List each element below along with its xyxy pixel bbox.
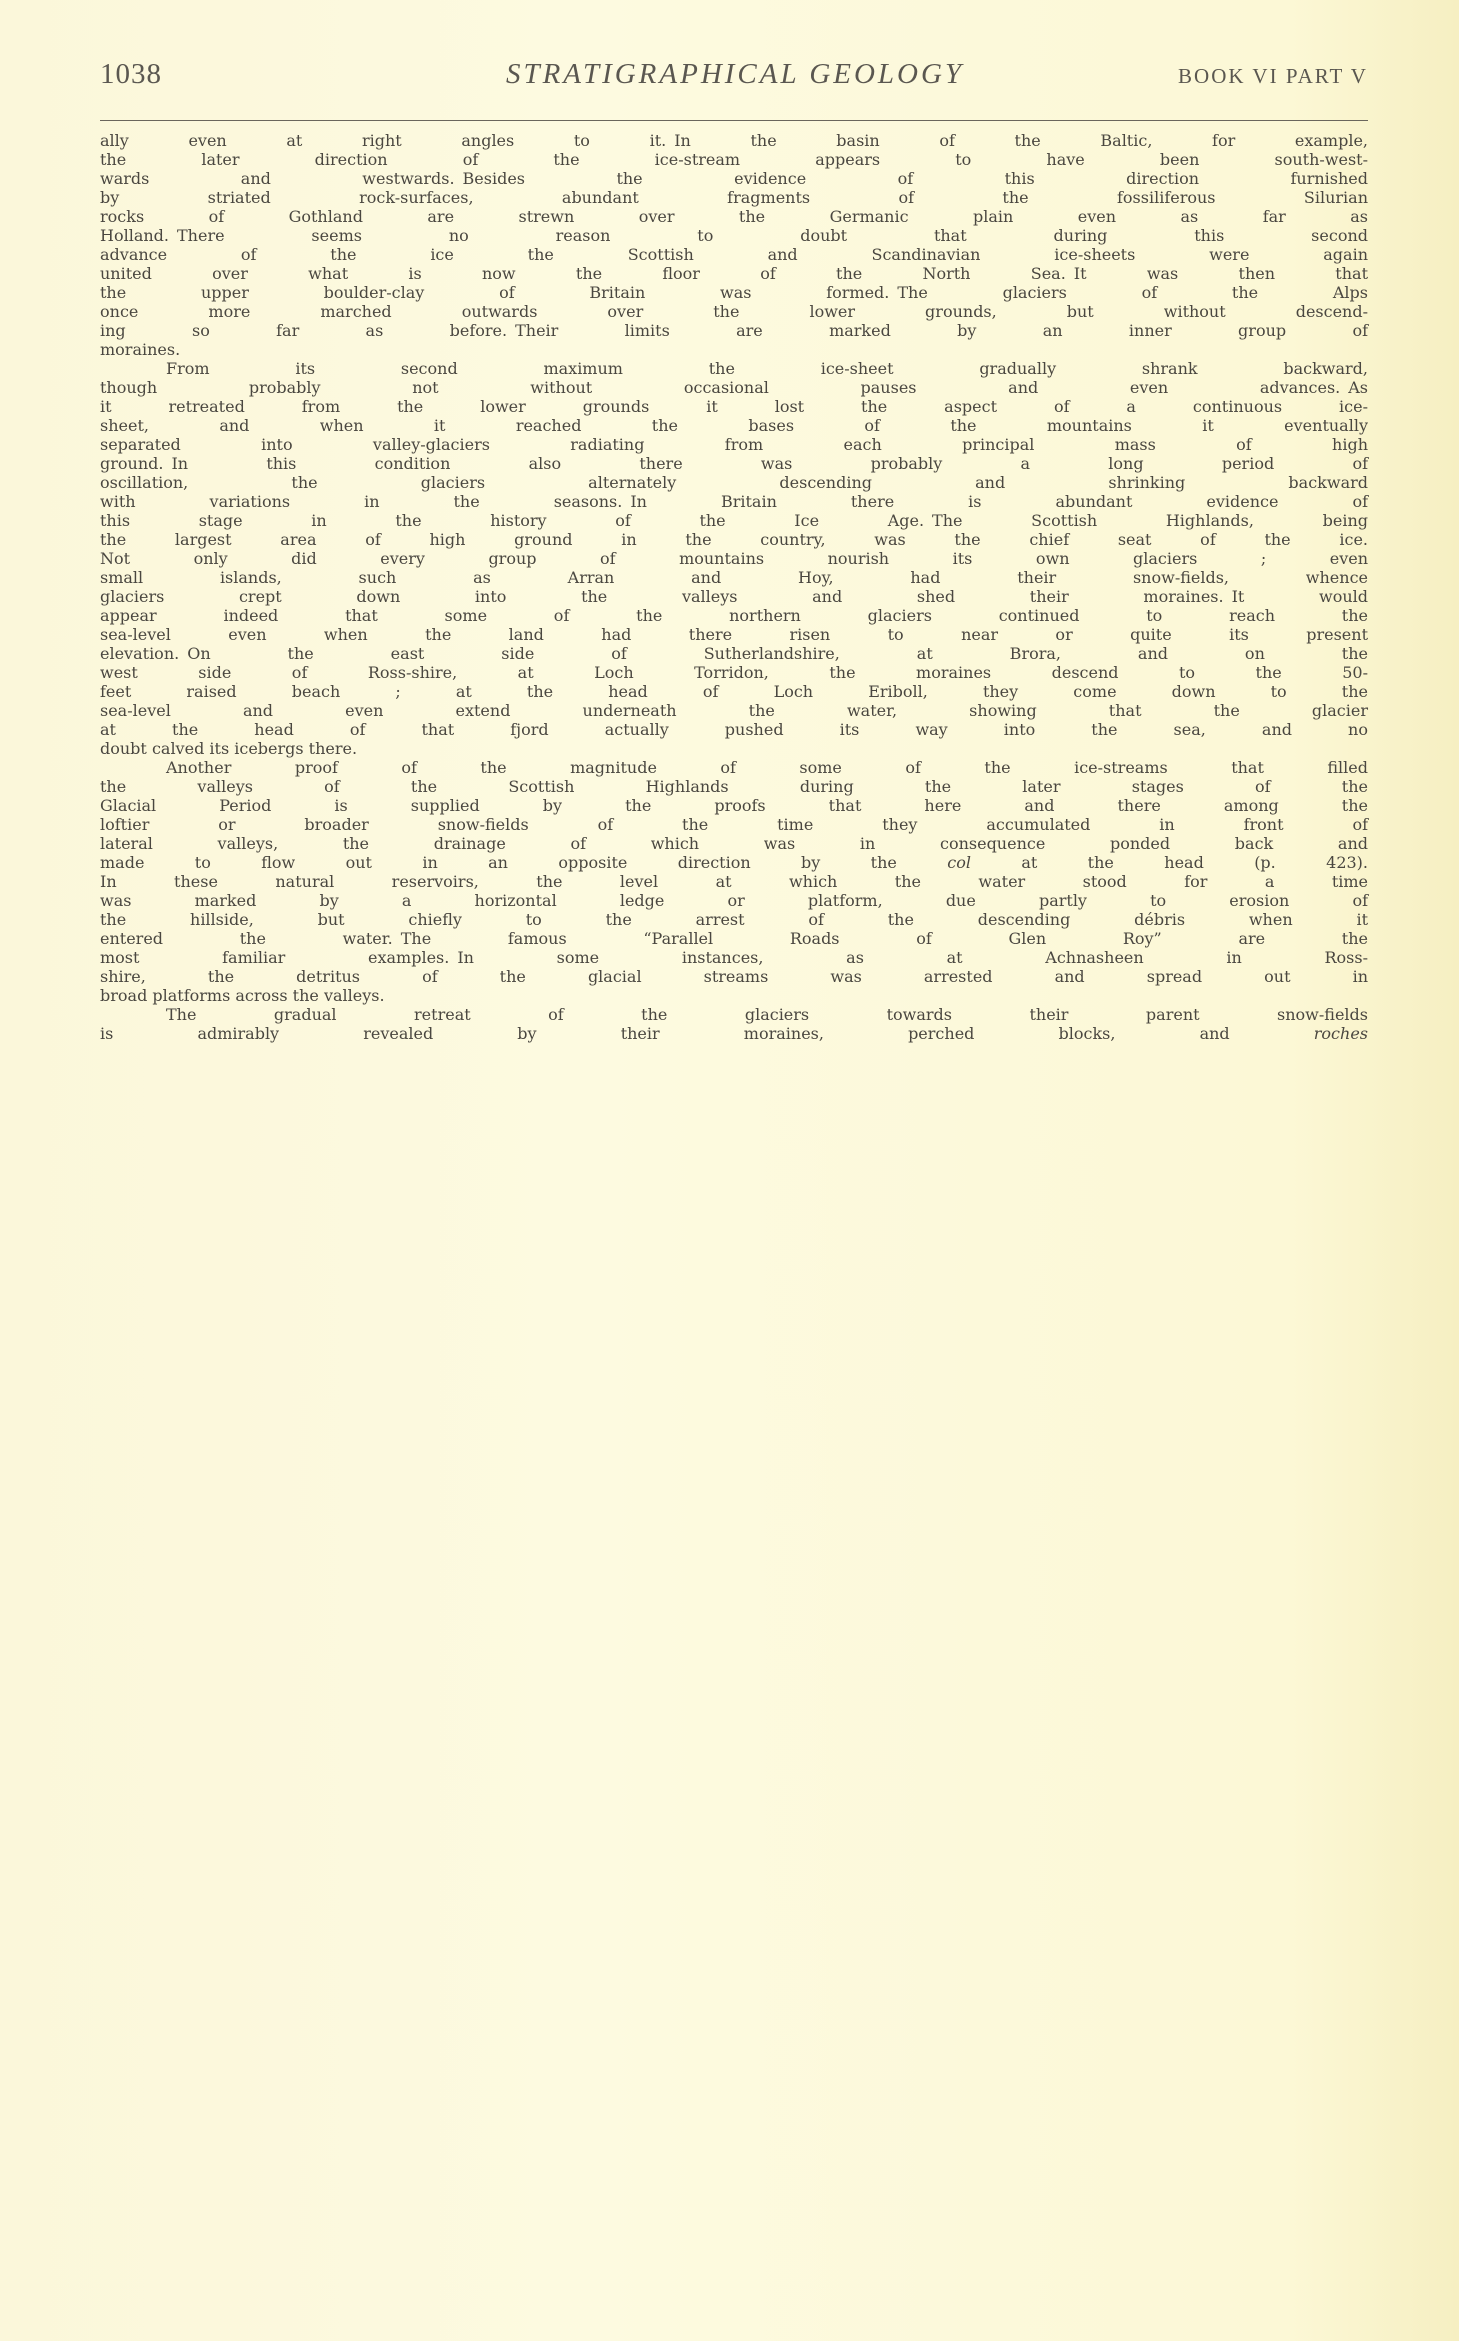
text-line: was marked by a horizontal ledge or platform, due partly to erosion of	[100, 891, 1368, 910]
section-label: BOOK VI PART V	[1178, 64, 1368, 88]
body-text	[100, 131, 1368, 1043]
text-line: though probably not without occasional pauses and even advances. As	[100, 378, 1368, 397]
text-line: united over what is now the floor of the North Sea. It was then that	[100, 264, 1368, 283]
text-line: elevation. On the east side of Sutherlandshire, at Brora, and on the	[100, 644, 1368, 663]
page-number: 1038	[100, 58, 162, 90]
text-line: Glacial Period is supplied by the proofs that here and there among the	[100, 796, 1368, 815]
text-line: the upper boulder-clay of Britain was formed. The glaciers of the Alps	[100, 283, 1368, 302]
text-line: made to flow out in an opposite direction by the col at the head (p. 423).	[100, 853, 1369, 872]
text-line: moraines.	[100, 340, 181, 359]
header-rule	[100, 120, 1368, 121]
text-line: rocks of Gothland are strewn over the Germanic plain even as far as	[100, 207, 1368, 226]
text-line: west side of Ross-shire, at Loch Torridon, the moraines descend to the 50-	[100, 663, 1368, 682]
text-line: advance of the ice the Scottish and Scandinavian ice-sheets were again	[100, 245, 1368, 264]
book-page	[100, 58, 1368, 1043]
paragraph	[100, 359, 1368, 758]
text-line: broad platforms across the valleys.	[100, 986, 385, 1005]
text-line: glaciers crept down into the valleys and shed their moraines. It would	[100, 587, 1368, 606]
text-line: sea-level and even extend underneath the water, showing that the glacier	[100, 701, 1368, 720]
text-line: most familiar examples. In some instances, as at Achnasheen in Ross-	[100, 948, 1368, 967]
text-line: the valleys of the Scottish Highlands during the later stages of the	[100, 777, 1368, 796]
text-line: Holland. There seems no reason to doubt that during this second	[100, 226, 1368, 245]
text-line: loftier or broader snow-fields of the time they accumulated in front of	[100, 815, 1368, 834]
text-line: Not only did every group of mountains nourish its own glaciers ; even	[100, 549, 1368, 568]
text-line: this stage in the history of the Ice Age. The Scottish Highlands, being	[100, 511, 1368, 530]
running-title: STRATIGRAPHICAL GEOLOGY	[505, 58, 965, 90]
text-line: oscillation, the glaciers alternately descending and shrinking backward	[100, 473, 1368, 492]
text-line: wards and westwards. Besides the evidence of this direction furnished	[100, 169, 1368, 188]
text-line: at the head of that fjord actually pushed its way into the sea, and no	[100, 720, 1368, 739]
text-line: small islands, such as Arran and Hoy, had their snow-fields, whence	[100, 568, 1368, 587]
text-line: the hillside, but chiefly to the arrest of the descending débris when it	[100, 910, 1368, 929]
text-line: In these natural reservoirs, the level at which the water stood for a time	[100, 872, 1368, 891]
text-line: ground. In this condition also there was probably a long period of	[100, 454, 1368, 473]
text-line: feet raised beach ; at the head of Loch Eriboll, they come down to the	[100, 682, 1368, 701]
text-line: The gradual retreat of the glaciers towards their parent snow-fields	[166, 1005, 1368, 1024]
text-line: From its second maximum the ice-sheet gradually shrank backward,	[166, 359, 1368, 378]
paragraph	[100, 131, 1368, 359]
text-line: entered the water. The famous “Parallel Roads of Glen Roy” are the	[100, 929, 1368, 948]
text-line: once more marched outwards over the lower grounds, but without descend-	[100, 302, 1368, 321]
text-line: Another proof of the magnitude of some of the ice-streams that filled	[166, 758, 1368, 777]
text-line: the largest area of high ground in the country, was the chief seat of the ice.	[100, 530, 1368, 549]
text-line: ing so far as before. Their limits are marked by an inner group of	[100, 321, 1368, 340]
text-line: ally even at right angles to it. In the basin of the Baltic, for example,	[100, 131, 1368, 150]
text-line: is admirably revealed by their moraines, perched blocks, and roches	[100, 1024, 1368, 1043]
italic-term: roches	[1313, 1024, 1368, 1043]
text-line: sea-level even when the land had there risen to near or quite its present	[100, 625, 1368, 644]
text-line: it retreated from the lower grounds it lost the aspect of a continuous ice-	[100, 397, 1368, 416]
text-line: the later direction of the ice-stream appears to have been south-west-	[100, 150, 1368, 169]
text-line: sheet, and when it reached the bases of the mountains it eventually	[100, 416, 1368, 435]
paragraph	[100, 1005, 1368, 1043]
text-line: appear indeed that some of the northern glaciers continued to reach the	[100, 606, 1368, 625]
text-line: with variations in the seasons. In Britain there is abundant evidence of	[100, 492, 1368, 511]
text-line: doubt calved its icebergs there.	[100, 739, 358, 758]
running-header	[100, 58, 1368, 102]
text-line: lateral valleys, the drainage of which was in consequence ponded back and	[100, 834, 1368, 853]
text-line: separated into valley-glaciers radiating from each principal mass of high	[100, 435, 1368, 454]
text-line: by striated rock-surfaces, abundant fragments of the fossiliferous Silurian	[100, 188, 1368, 207]
paragraph	[100, 758, 1368, 1005]
text-line: shire, the detritus of the glacial streams was arrested and spread out in	[100, 967, 1368, 986]
italic-term: col	[947, 853, 971, 872]
